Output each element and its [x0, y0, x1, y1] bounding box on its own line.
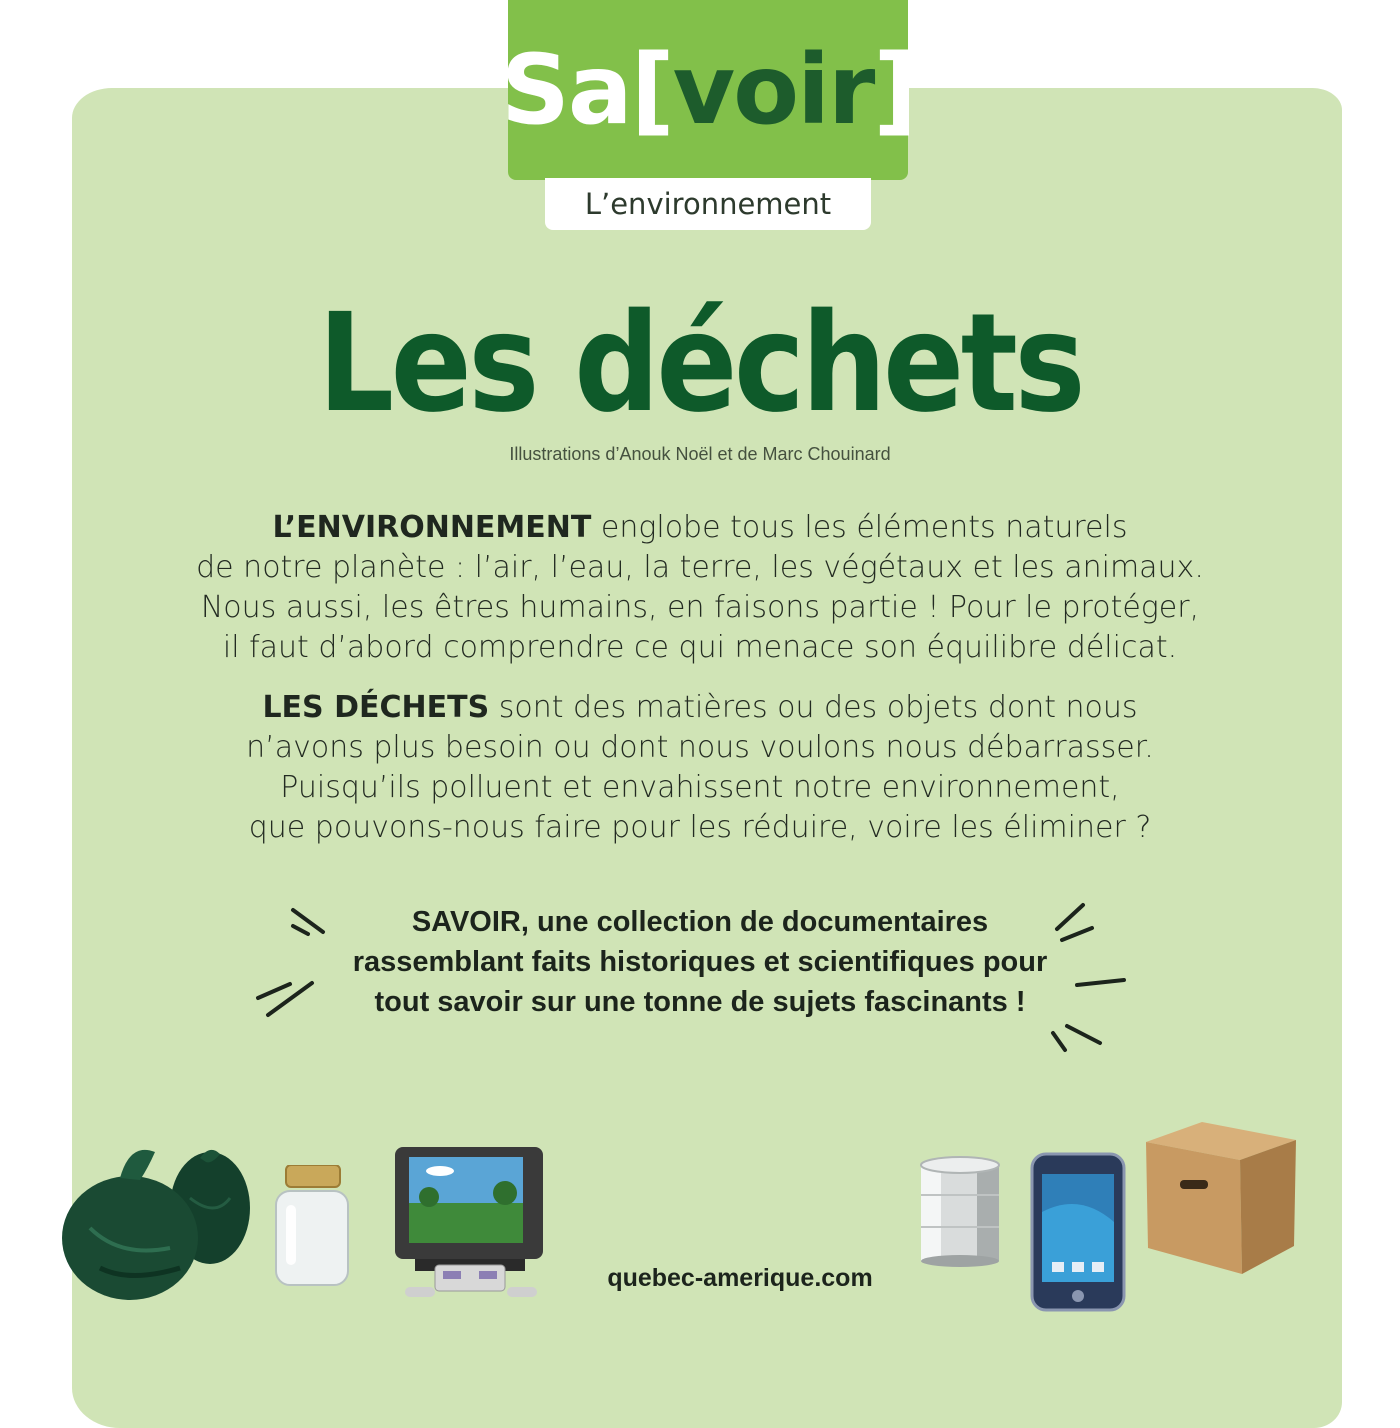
pitch-line: tout savoir sur une tonne de sujets fascinants !	[374, 986, 1026, 1018]
paragraph2-line: sont des matières ou des objets dont nous	[489, 690, 1138, 725]
paragraph2-line: Puisqu’ils polluent et envahissent notre environnement,	[280, 770, 1120, 805]
tin-can-icon	[915, 1155, 1005, 1267]
paragraph1-line: englobe tous les éléments naturels	[591, 510, 1128, 545]
publisher-url[interactable]: quebec-amerique.com	[607, 1264, 873, 1292]
garbage-bags-icon	[60, 1138, 252, 1304]
logo-bracket-open: [	[630, 34, 673, 146]
smartphone-icon	[1030, 1152, 1128, 1312]
paragraph1-line: il faut d’abord comprendre ce qui menace son équilibre délicat.	[222, 630, 1178, 665]
paragraph2-lead: LES DÉCHETS	[262, 690, 490, 725]
paragraph2-line: que pouvons-nous faire pour les réduire, voire les éliminer ?	[248, 810, 1152, 845]
paragraph1-lead: L’ENVIRONNEMENT	[272, 510, 592, 545]
logo-part-sa: Sa	[500, 34, 631, 146]
logo-part-voir: voir	[672, 34, 874, 146]
cardboard-box-icon	[1144, 1118, 1298, 1276]
subject-tag: L’environnement	[545, 178, 871, 230]
pitch-line: rassemblant faits historiques et scientifiques pour	[352, 946, 1048, 978]
tv-game-console-icon	[395, 1141, 545, 1301]
book-title: Les déchets	[317, 285, 1083, 443]
paragraph1-line: Nous aussi, les êtres humains, en faisons partie ! Pour le protéger,	[200, 590, 1200, 625]
glass-jar-icon	[272, 1165, 352, 1287]
paragraph2-line: n’avons plus besoin ou dont nous voulons nous débarrasser.	[246, 730, 1154, 765]
pitch-line: SAVOIR, une collection de documentaires	[411, 906, 989, 938]
illustration-credit: Illustrations d’Anouk Noël et de Marc Chouinard	[509, 444, 891, 464]
logo-bracket-close: ]	[873, 34, 916, 146]
paragraph1-line: de notre planète : l’air, l’eau, la terre, les végétaux et les animaux.	[196, 550, 1204, 585]
